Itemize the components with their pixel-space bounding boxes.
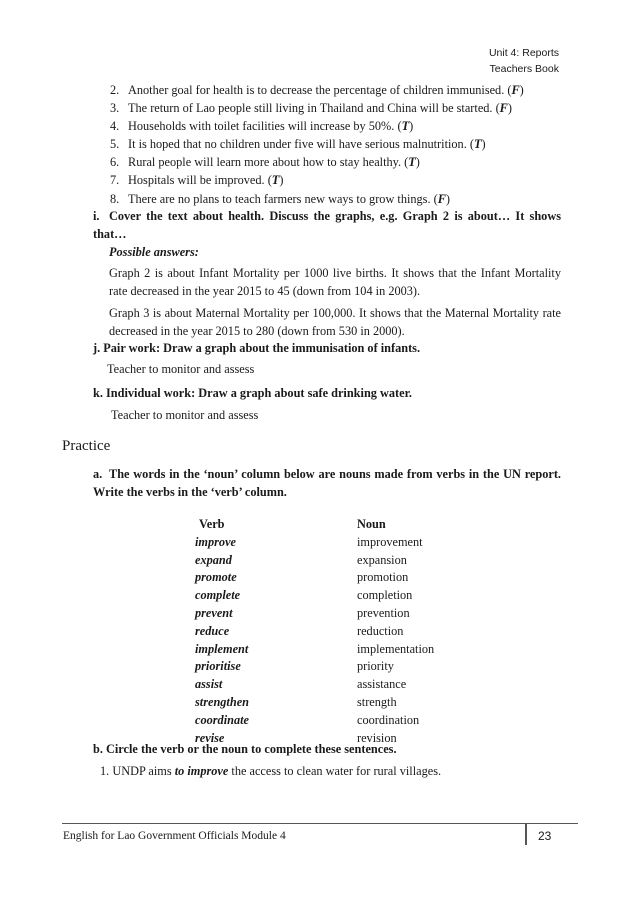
- verb-header: Verb: [199, 517, 225, 531]
- item-number: 2.: [110, 83, 120, 97]
- list-item: 8. There are no plans to teach farmers new ways to grow things. (F): [110, 191, 451, 206]
- teacher-note: Teacher to monitor and assess: [111, 407, 259, 422]
- header-book: Teachers Book: [489, 63, 559, 75]
- section-b-heading: b. Circle the verb or the noun to complete these sentences.: [93, 742, 397, 756]
- noun-cell: reduction: [357, 623, 404, 638]
- noun-cell: assistance: [357, 677, 407, 692]
- item-text: There are no plans to teach farmers new ways to grow things.: [128, 191, 431, 206]
- noun-cell: improvement: [357, 534, 423, 549]
- verb-cell: implement: [195, 641, 249, 656]
- list-item: 3. The return of Lao people still living in Thailand and China will be started. (F): [110, 101, 512, 116]
- noun-cell: promotion: [357, 570, 409, 585]
- possible-answers-label: Possible answers:: [109, 244, 199, 259]
- verb-cell: coordinate: [195, 712, 249, 727]
- item-answer: F: [499, 101, 508, 116]
- item-number: 5.: [110, 137, 120, 152]
- section-k-heading: k. Individual work: Draw a graph about safe drinking water.: [93, 386, 412, 400]
- footer-vertical-bar: [525, 823, 527, 845]
- item-answer: T: [401, 119, 410, 134]
- section-i-heading: i. Cover the text about health. Discuss the graphs, e.g. Graph 2 is about… It shows that…: [93, 209, 561, 241]
- item-number: 8.: [110, 191, 120, 206]
- section-j: [93, 340, 561, 379]
- answer-paragraph: Graph 3 is about Maternal Mortality per 100,000. It shows that the Maternal Mortality rate decreased in the year 2015 to 280 (down from 530 in 2000).: [109, 305, 561, 338]
- noun-cell: strength: [357, 694, 397, 709]
- verb-cell: prevent: [195, 605, 233, 620]
- noun-cell: implementation: [357, 641, 435, 656]
- noun-header: Noun: [357, 517, 386, 531]
- noun-cell: prevention: [357, 605, 410, 620]
- item-answer: T: [408, 155, 416, 170]
- verb-column: [195, 516, 335, 747]
- true-false-answer-list: [110, 81, 570, 208]
- footer-divider: [62, 823, 578, 824]
- list-item: 2. Another goal for health is to decrease the percentage of children immunised. (F): [110, 83, 524, 97]
- page-header: [489, 45, 559, 77]
- footer-title: English for Lao Government Officials Module 4: [63, 830, 286, 842]
- item-text: Rural people will learn more about how to stay healthy.: [128, 155, 402, 170]
- item-text: Households with toilet facilities will increase by 50%.: [128, 119, 395, 134]
- item-number: 1.: [100, 763, 110, 778]
- verb-cell: assist: [195, 677, 223, 692]
- practice-title: Practice: [62, 438, 111, 454]
- verb-cell: improve: [195, 534, 236, 549]
- section-a: [93, 466, 561, 502]
- noun-cell: revision: [357, 730, 397, 745]
- list-item: 4. Households with toilet facilities will increase by 50%. (T): [110, 119, 414, 134]
- item-answer: T: [271, 173, 280, 188]
- item-text: Hospitals will be improved.: [128, 173, 265, 188]
- noun-column: [357, 516, 517, 747]
- teacher-note: Teacher to monitor and assess: [107, 361, 255, 376]
- item-number: 6.: [110, 155, 120, 170]
- noun-cell: expansion: [357, 552, 407, 567]
- verb-cell: reduce: [195, 623, 230, 638]
- verb-cell: expand: [195, 552, 232, 567]
- item-number: 3.: [110, 101, 120, 116]
- item-text: It is hoped that no children under five will have serious malnutrition.: [128, 137, 467, 152]
- section-b: [93, 741, 561, 781]
- verb-cell: promote: [195, 570, 237, 585]
- header-unit: Unit 4: Reports: [488, 47, 559, 59]
- item-number: 4.: [110, 119, 120, 134]
- answer-paragraph: Graph 2 is about Infant Mortality per 1000 live births. It shows that the Infant Mortality rate decreased in the year 2015 to 45 (down from 104 in 2003).: [109, 266, 561, 299]
- section-i: [93, 208, 561, 341]
- page-number: 23: [538, 829, 552, 843]
- item-answer: T: [473, 137, 482, 152]
- item-text: Another goal for health is to decrease the percentage of children immunised.: [128, 83, 505, 97]
- item-answer: to improve: [174, 763, 229, 778]
- item-number: 7.: [110, 173, 120, 188]
- noun-cell: coordination: [357, 712, 420, 727]
- section-a-heading: a. The words in the ‘noun’ column below are nouns made from verbs in the UN report. Write the verbs in the ‘verb’ column.: [93, 467, 561, 499]
- section-j-heading: j. Pair work: Draw a graph about the immunisation of infants.: [93, 341, 421, 355]
- list-item: 5. It is hoped that no children under five will have serious malnutrition. (T): [110, 137, 486, 152]
- verb-cell: prioritise: [195, 659, 241, 674]
- noun-cell: priority: [357, 659, 394, 674]
- noun-cell: completion: [357, 588, 413, 603]
- list-item: 6. Rural people will learn more about how to stay healthy. (T): [110, 155, 420, 170]
- item-answer: F: [511, 83, 520, 97]
- item-answer: F: [437, 191, 446, 206]
- item-text: The return of Lao people still living in Thailand and China will be started.: [128, 101, 493, 116]
- verb-cell: revise: [195, 730, 225, 745]
- section-k: [93, 385, 561, 425]
- sentence-item: 1. UNDP aims to improve the access to clean water for rural villages.: [100, 763, 442, 778]
- verb-cell: strengthen: [195, 694, 249, 709]
- verb-cell: complete: [195, 588, 241, 603]
- list-item: 7. Hospitals will be improved. (T): [110, 173, 284, 188]
